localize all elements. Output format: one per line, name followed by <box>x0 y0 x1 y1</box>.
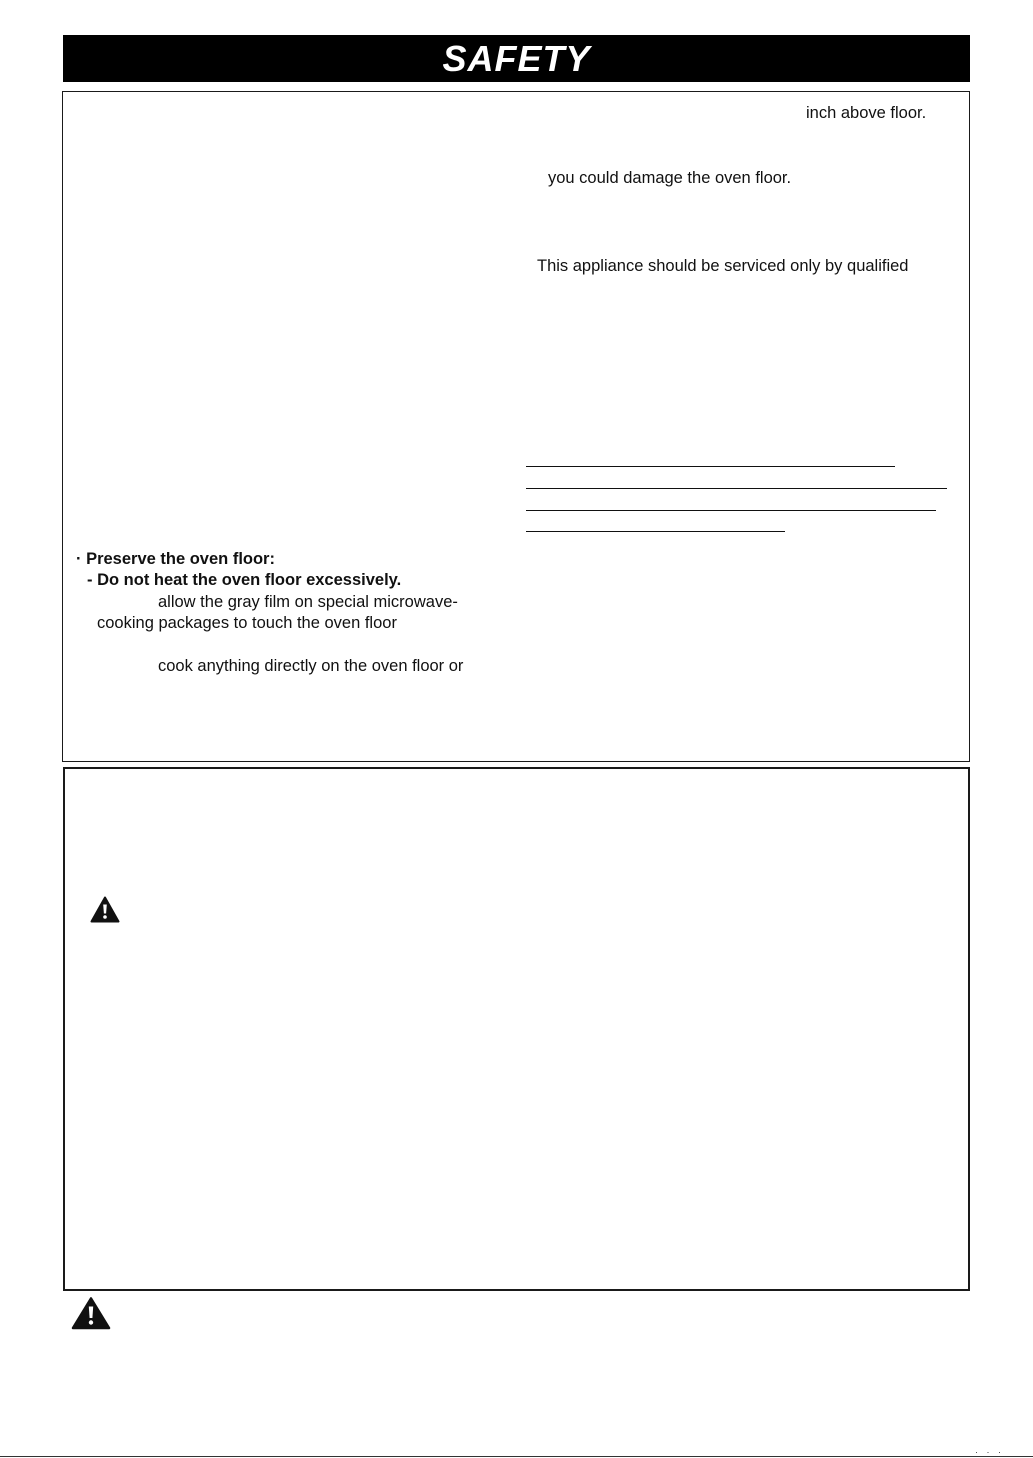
left-text-line-3: cook anything directly on the oven floor or <box>158 657 464 675</box>
left-text-line-1: allow the gray film on special microwave- <box>158 593 458 611</box>
right-text-line-1: inch above floor. <box>806 104 927 122</box>
preserve-floor-heading: · Preserve the oven floor: <box>76 550 275 568</box>
underline-rule-2 <box>526 488 947 489</box>
underline-rule-4 <box>526 531 785 532</box>
underline-rule-3 <box>526 510 936 511</box>
warning-icon-large <box>71 1297 111 1330</box>
left-text-line-2: cooking packages to touch the oven floor <box>97 614 397 632</box>
page-title: SAFETY <box>442 38 591 79</box>
safety-box-bottom <box>63 767 970 1291</box>
right-text-line-3: This appliance should be serviced only by qualified <box>537 257 909 275</box>
safety-header-bar <box>63 35 970 82</box>
do-not-heat-subheading: - Do not heat the oven floor excessively. <box>87 571 402 589</box>
warning-icon <box>90 896 120 923</box>
page-number-marks: · · · <box>975 1447 1004 1457</box>
underline-rule-1 <box>526 466 895 467</box>
right-text-line-2: you could damage the oven floor. <box>548 169 792 187</box>
page-footer-rule <box>0 1456 1033 1457</box>
